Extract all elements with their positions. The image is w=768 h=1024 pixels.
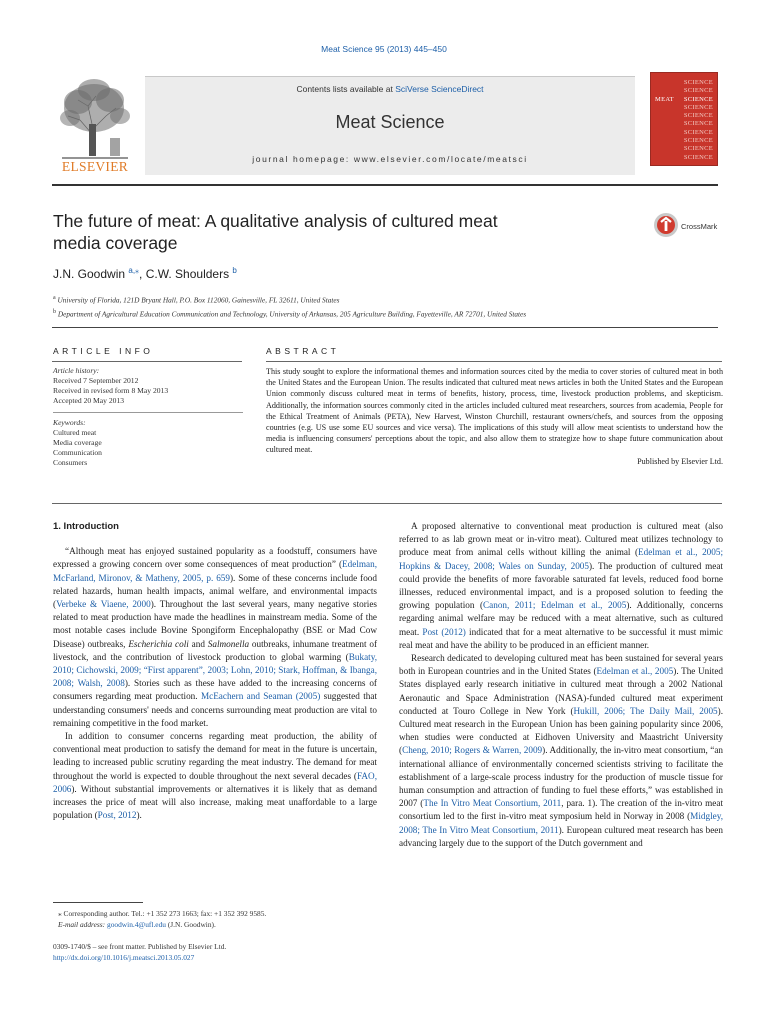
email-suffix: (J.N. Goodwin).	[165, 920, 216, 929]
citation-link[interactable]: Verbeke & Viaene, 2000	[56, 599, 151, 610]
cover-line: SCIENCE	[683, 79, 713, 86]
citation-link[interactable]: Post (2012)	[422, 626, 466, 637]
citation-link[interactable]: Edelman et al., 2005	[596, 666, 674, 677]
body-column-left	[53, 520, 377, 822]
article-info-divider	[52, 361, 242, 362]
published-by-line: Published by Elsevier Ltd.	[637, 456, 723, 466]
footnote-line	[58, 908, 378, 919]
elsevier-logo[interactable]	[52, 72, 138, 176]
crossmark-badge[interactable]	[653, 209, 723, 241]
received-date: Received 7 September 2012	[53, 376, 139, 385]
cover-line: SCIENCE	[683, 112, 713, 120]
author-goodwin[interactable]: J.N. Goodwin	[53, 267, 129, 281]
email-link[interactable]: goodwin.4@ufl.edu	[107, 920, 166, 929]
keyword: Cultured meat	[53, 428, 97, 437]
citation-link[interactable]: Edelman, McFarland, Mironov, & Matheny, 2005, p. 659	[53, 559, 377, 583]
article-title	[53, 210, 573, 254]
cover-line-text: SCIENCE	[683, 95, 713, 103]
affiliation-a	[53, 292, 713, 306]
citation-link[interactable]: FAO, 2006	[53, 770, 377, 794]
email-label: E-mail address:	[58, 920, 106, 929]
species-name: Escherichia coli	[128, 638, 189, 649]
section-heading-introduction: 1. Introduction	[53, 521, 119, 532]
doi-link[interactable]: http://dx.doi.org/10.1016/j.meatsci.2013.05.027	[53, 953, 195, 962]
species-name: Salmonella	[207, 638, 250, 649]
affiliation-text: Department of Agricultural Education Communication and Technology, University of Arkansas, 205 Agriculture Building, Fayetteville, AR 72701, United States	[57, 309, 527, 319]
journal-title: Meat Science	[335, 112, 445, 132]
affiliation-mark: a	[53, 295, 56, 301]
keywords-label: Keywords:	[53, 418, 86, 427]
keyword: Media coverage	[53, 438, 102, 447]
crossmark-label: CrossMark	[681, 222, 718, 231]
masthead	[52, 72, 718, 176]
abstract-body	[266, 366, 723, 467]
keyword: Consumers	[53, 458, 88, 467]
cover-line: SCIENCE	[683, 87, 713, 95]
author-shoulders[interactable]: , C.W. Shoulders	[139, 267, 233, 281]
email-line	[58, 919, 378, 930]
cover-line: SCIENCE	[683, 145, 713, 153]
keywords-divider	[53, 412, 243, 413]
abstract-divider	[266, 361, 722, 362]
body-column-right	[399, 520, 723, 850]
contents-available-line	[145, 84, 635, 94]
citation-link[interactable]: Post, 2012	[97, 810, 137, 821]
abstract-paragraph: This study sought to explore the informational themes and information sources cited by the media to cover stories of cultured meat in both the United States and the European Union. The results indicated that cultured meat news articles in both the United States and the European Union commonly discuss cultured meat in terms of benefits, history, process, time, livestock production problems, and skepticism. Additionally, the information sources commonly cited in the articles included cultured meat researchers, sources from academia, People for the Ethical Treatment of Animals (PETA), New Harvest, Winston Churchill, restaurant owners/chefs, and sources from the opposing countries (e.g. US use some EU sources and vice versa). The implications of this study will allow meat scientists to understand how the media is influencing consumers' perceptions about the topic, and also allow them to strategize how to shape future communication about cultured meat.	[266, 367, 723, 455]
revised-date: Received in revised form 8 May 2013	[53, 386, 169, 395]
article-info	[53, 366, 243, 468]
citation-link[interactable]: McEachern and Seaman (2005)	[200, 691, 321, 702]
elsevier-wordmark: ELSEVIER	[61, 159, 129, 174]
citation-link[interactable]: Midgley, 2008; The In Vitro Meat Consortium, 2011	[399, 811, 723, 835]
citation-link[interactable]: Hukill, 2006; The Daily Mail, 2005	[573, 705, 718, 716]
accepted-date: Accepted 20 May 2013	[53, 396, 125, 405]
cover-line: SCIENCE	[683, 153, 713, 161]
journal-cover-thumbnail[interactable]	[650, 72, 718, 166]
elsevier-tree-icon	[52, 72, 138, 176]
abstract-heading: ABSTRACT	[266, 346, 340, 356]
corresponding-author-footnote	[58, 908, 378, 930]
sciencedirect-link[interactable]: SciVerse ScienceDirect	[395, 84, 484, 94]
author-list	[53, 266, 237, 281]
article-title-line: media coverage	[53, 233, 178, 253]
article-title-line: The future of meat: A qualitative analysis of cultured meat	[53, 211, 498, 231]
journal-homepage-link[interactable]: journal homepage: www.elsevier.com/locate/meatsci	[252, 154, 528, 164]
affiliation-b	[53, 306, 713, 320]
affiliation-text: University of Florida, 121D Bryant Hall, P.O. Box 112060, Gainesville, FL 32611, United States	[57, 295, 340, 305]
history-label: Article history:	[53, 366, 100, 375]
author-marks[interactable]: a,⁎	[128, 266, 140, 275]
body-paragraph: Research dedicated to developing cultured meat has been sustained for several years both in European countries and in the United States (Edelman et al., 2005). The United States displayed early research initiative in cultured meat through a 2002 National Aeronautic and Space Administration (NASA)-funded cultured meat experiment conducted at Touro College in New York (Hukill, 2006; The Daily Mail, 2005). Cultured meat research in the European Union has been gaining popularity since 2006, when studies were conducted at Eidhoven University and Maastricht University (Cheng, 2010; Rogers & Warren, 2009). Additionally, the in-vitro meat consortium, “an international alliance of environmentally concerned scientists striving to facilitate the establishment of a large-scale process industry for the production of muscle tissue for human consumption and attraction of funding to fuel these efforts,” was established in 2007 (The In Vitro Meat Consortium, 2011, para. 1). The creation of the in-vitro meat consortium led to the first in-vitro meat symposium held in Norway in 2008 (Midgley, 2008; The In Vitro Meat Consortium, 2011). European cultured meat research has been advancing largely due to the support of the Dutch government and	[399, 653, 724, 848]
article-info-heading: ARTICLE INFO	[53, 346, 154, 356]
citation-link[interactable]: Cheng, 2010; Rogers & Warren, 2009	[402, 745, 543, 756]
footnote-text: Corresponding author. Tel.: +1 352 273 1663; fax: +1 352 392 9585.	[61, 909, 267, 918]
contents-prefix: Contents lists available at	[296, 84, 396, 94]
citation-link[interactable]: Canon, 2011; Edelman et al., 2005	[483, 600, 627, 611]
footnote-mark: ⁎	[58, 909, 62, 918]
crossmark-icon	[653, 209, 723, 241]
masthead-divider	[52, 184, 718, 186]
journal-banner	[145, 76, 635, 175]
cover-line-meat	[651, 96, 717, 104]
cover-line: SCIENCE	[683, 120, 713, 128]
citation-link[interactable]: Bukaty, 2010; Cichowski, 2009; “First apparent”, 2003; Lohn, 2010; Stark, Hoffman, & Ibanga, 2008; Walsh, 2008	[53, 651, 377, 689]
cover-line: SCIENCE	[683, 128, 713, 136]
citation-link[interactable]: The In Vitro Meat Consortium, 2011	[423, 798, 562, 809]
affiliation-mark: b	[53, 309, 56, 316]
cover-line: SCIENCE	[683, 137, 713, 145]
body-paragraph: A proposed alternative to conventional meat production is cultured meat (also referred to as lab grown meat or in-vitro meat). Cultured meat utilizes technology to produce meat from animal cells without killing the animal (Edelman et al., 2005; Hopkins & Dacey, 2008; Wales on Sunday, 2005). The production of cultured meat could provide the benefits of more favorable saturated fat levels, reduced food borne illnesses, reduced environmental impact, and is a proposed solution to feeding the growing population (Canon, 2011; Edelman et al., 2005). Additionally, concerns regarding animal welfare may be reduced with a meat alternative, such as cultured meat. Post (2012) indicated that for a meat alternative to be successful it must mimic real meat and have the ability to be produced in an efficient manner.	[399, 521, 723, 650]
abstract-bottom-divider	[52, 503, 722, 504]
affiliations	[53, 292, 713, 321]
citation-link[interactable]: Edelman et al., 2005; Hopkins & Dacey, 2008; Wales on Sunday, 2005	[399, 547, 723, 571]
keyword: Communication	[53, 448, 102, 457]
author-marks[interactable]: b	[232, 266, 237, 275]
copyright-line: 0309-1740/$ – see front matter. Published by Elsevier Ltd.	[53, 942, 227, 951]
cover-line: SCIENCE	[683, 103, 713, 111]
affiliation-divider	[52, 327, 718, 328]
journal-reference[interactable]: Meat Science 95 (2013) 445–450	[321, 44, 447, 54]
cover-meat-word: MEAT	[655, 95, 674, 103]
body-paragraph: “Although meat has enjoyed sustained popularity as a foodstuff, consumers have expressed a growing concern over some consequences of meat production” (Edelman, McFarland, Mironov, & Matheny, 2005, p. 659). Some of these concerns include food related hazards, human health impacts, animal welfare, and environmental impacts (Verbeke & Viaene, 2000). Throughout the last several years, many negative stories related to meat production have made the headlines in mainstream media. Some of the most notable cases include Bovine Spongiform Encephalopathy (BSE or Mad Cow Disease) outbreaks, Escherichia coli and Salmonella outbreaks, inhumane treatment of livestock, and the contribution of livestock production to global warming (Bukaty, 2010; Cichowski, 2009; “First apparent”, 2003; Lohn, 2010; Stark, Hoffman, & Ibanga, 2008; Walsh, 2008). Stories such as these have added to the increasing concerns of consumers regarding meat production. McEachern and Seaman (2005) suggested that understanding consumers' needs and concerns surrounding meat production are vital to remaining competitive in the food market.	[53, 546, 378, 728]
body-paragraph: In addition to consumer concerns regarding meat production, the ability of conventional meat production to satisfy the demand for meat in the future is uncertain, leading to increased public scrutiny regarding the meat industry. The demand for meat throughout the world is expected to double throughout the next several decades (FAO, 2006). Without substantial improvements or alternatives it is likely that as demand increases the price of meat will also increase, making meat unaffordable to a large population (Post, 2012).	[53, 731, 377, 821]
copyright-block	[53, 941, 373, 963]
footnote-divider	[53, 902, 143, 903]
